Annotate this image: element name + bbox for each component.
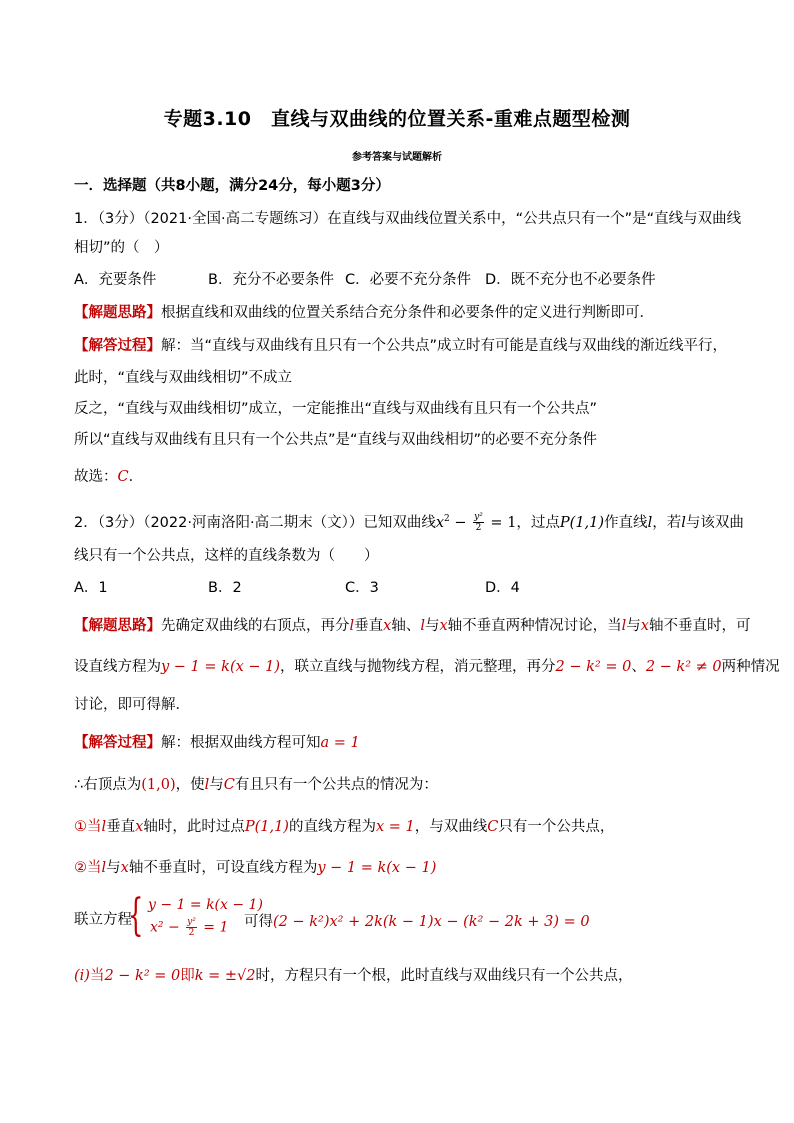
q2-process-line4 — [74, 858, 436, 878]
q2-stem-line2: 线只有一个公共点，这样的直线条数为（ ） — [74, 548, 379, 564]
q1-option-d: D．既不充分也不必要条件 — [485, 272, 656, 288]
q2-system-frac-num: y² — [187, 917, 196, 927]
q2-hint-var-x: x — [640, 618, 649, 634]
q2-system-frac-den: 2 — [188, 928, 195, 938]
q2-hint-var-x: x — [383, 618, 392, 634]
q2-process-point: (1,0) — [141, 777, 176, 793]
q2-process-text: 当 — [89, 968, 105, 984]
q2-hint-text: 轴、 — [391, 618, 421, 634]
system-brace-icon: { — [128, 890, 144, 941]
q2-hint-text: 设直线方程为 — [74, 659, 161, 675]
q2-process-text: 轴时，此时过点 — [143, 819, 245, 835]
q2-process-var-x: x — [135, 819, 144, 835]
q1-answer-suffix: ． — [128, 469, 144, 485]
q2-frac-num: y² — [474, 512, 483, 523]
q2-option-d: D．4 — [485, 580, 520, 596]
q2-system-eq2-right: = 1 — [198, 919, 229, 936]
q1-hint-text: 根据直线和双曲线的位置关系结合充分条件和必要条件的定义进行判断即可． — [161, 305, 654, 321]
q2-process-text: 有且只有一个公共点的情况为： — [234, 777, 438, 793]
q2-option-b: B．2 — [208, 580, 242, 596]
q2-process-text: 即 — [180, 968, 195, 984]
q2-process-label: 【解答过程】 — [74, 735, 161, 751]
q2-process-text: ①当 — [74, 819, 102, 835]
page-subtitle: 参考答案与试题解析 — [352, 152, 442, 163]
q2-option-c: C．3 — [345, 580, 379, 596]
q1-process-text1: 解：当“直线与双曲线有且只有一个公共点”成立时有可能是直线与双曲线的渐近线平行， — [161, 338, 728, 354]
q1-answer-letter: C — [117, 469, 129, 485]
q2-system-eq2 — [150, 917, 228, 938]
q2-system-fraction — [186, 917, 197, 938]
q2-process-equation: 2 − k² = 0 — [104, 968, 181, 984]
q2-process-var-l: l — [204, 777, 210, 793]
q2-process-line6 — [74, 966, 633, 986]
q2-hint-equation: 2 − k² ≠ 0 — [645, 659, 722, 675]
q1-answer-prefix: 故选： — [74, 469, 118, 485]
q2-process-line5-label: 联立方程 — [74, 912, 132, 928]
q2-process-equation: y − 1 = k(x − 1) — [317, 860, 437, 876]
q2-stem-text-c: 作直线 — [604, 514, 648, 531]
q2-process-text: ，与双曲线 — [414, 819, 488, 835]
q2-process-text: 的直线方程为 — [288, 819, 376, 835]
q2-hint-line2 — [74, 657, 780, 677]
q2-process-text: 只有一个公共点， — [498, 819, 615, 835]
q2-system-eq1: y − 1 = k(x − 1) — [148, 897, 263, 913]
q2-hint-var-l: l — [621, 618, 627, 634]
q2-hint-var-l: l — [349, 618, 355, 634]
q1-process-line1 — [74, 336, 727, 356]
q2-stem-text-d: ，若 — [652, 514, 682, 531]
q2-eq-rhs: = 1 — [485, 514, 517, 531]
q2-hint-text: 轴不垂直两种情况讨论，当 — [447, 618, 622, 634]
q2-frac-den: 2 — [475, 523, 482, 534]
q1-stem-line1: 1．（3分）（2021·全国·高二专题练习）在直线与双曲线位置关系中，“公共点只有一个”是“直线与双曲线 — [74, 211, 742, 227]
q1-answer — [74, 467, 143, 487]
q2-eq-minus: − — [449, 514, 472, 531]
q1-process-label: 【解答过程】 — [74, 338, 161, 354]
q2-hint-text: 两种情况 — [721, 659, 780, 675]
q2-process-var-l: l — [101, 819, 107, 835]
q2-process-text: ②当 — [74, 860, 102, 876]
q2-stem-text-e: 与该双曲 — [685, 514, 744, 531]
q2-hint-line1 — [74, 616, 750, 636]
q1-process-line3: 反之，“直线与双曲线相切”成立，一定能推出“直线与双曲线有且只有一个公共点” — [74, 401, 598, 417]
q2-process-text: ，使 — [175, 777, 205, 793]
page-title: 专题3.10 直线与双曲线的位置关系-重难点题型检测 — [163, 108, 631, 130]
q1-stem-line2: 相切”的（ ） — [74, 240, 169, 256]
q2-hint-text: 轴不垂直时，可 — [648, 618, 751, 634]
q2-system-eq2-left: x² − — [150, 919, 185, 936]
q2-process-var-c: C — [223, 777, 235, 793]
q2-process-point: P(1,1) — [244, 819, 289, 835]
q2-process-equation: a = 1 — [320, 735, 360, 751]
q2-process-text: 时，方程只有一个根，此时直线与双曲线只有一个公共点， — [255, 968, 633, 984]
q1-process-line4: 所以“直线与双曲线有且只有一个公共点”是“直线与双曲线相切”的必要不充分条件 — [74, 432, 598, 448]
q2-process-line1 — [74, 733, 360, 753]
q2-process-text: ∴右顶点为 — [74, 777, 142, 793]
q2-hint-line3: 讨论，即可得解． — [74, 697, 190, 713]
q2-hint-text: ，联立直线与抛物线方程，消元整理，再分 — [280, 659, 556, 675]
q2-var-l2: l — [681, 514, 686, 531]
q2-eq-x: x — [435, 514, 445, 531]
q2-eq-fraction — [473, 512, 484, 533]
q2-process-text: 垂直 — [106, 819, 136, 835]
q2-process-text: 轴不垂直时，可设直线方程为 — [128, 860, 318, 876]
q2-hint-var-l: l — [420, 618, 425, 634]
q2-hint-var-x: x — [439, 618, 448, 634]
q2-process-var-x: x — [120, 860, 129, 876]
q2-stem-text-b: ，过点 — [516, 514, 560, 531]
q2-hint-text: 垂直 — [354, 618, 384, 634]
q2-process-text: 与 — [209, 777, 224, 793]
q2-hint-label: 【解题思路】 — [74, 618, 161, 634]
q2-hint-text: 先确定双曲线的右顶点，再分 — [161, 618, 350, 634]
q2-hint-text: 与 — [424, 618, 440, 634]
q2-hint-text: 、 — [631, 659, 646, 675]
q2-process-line3 — [74, 817, 614, 837]
q2-process-text: 解：根据双曲线方程可知 — [161, 735, 321, 751]
q2-process-var-c: C — [487, 819, 499, 835]
q2-hint-equation: 2 − k² = 0 — [555, 659, 632, 675]
q2-stem-text-a: 2．（3分）（2022·河南洛阳·高二期末（文））已知双曲线 — [74, 514, 436, 531]
q2-process-equation: x = 1 — [375, 819, 415, 835]
q1-hint — [74, 303, 654, 323]
q2-case-label: (i) — [74, 968, 90, 984]
q2-process-var-l: l — [101, 860, 107, 876]
q2-hint-text: 与 — [626, 618, 641, 634]
q2-process-text: 可得 — [244, 914, 273, 930]
q1-hint-label: 【解题思路】 — [74, 305, 161, 321]
q2-process-line2 — [74, 775, 438, 795]
q2-process-equation: k = ±√2 — [194, 968, 256, 984]
section-heading: 一．选择题（共8小题，满分24分，每小题3分） — [74, 178, 390, 194]
q1-process-line2: 此时，“直线与双曲线相切”不成立 — [74, 370, 293, 386]
q1-option-b: B．充分不必要条件 — [208, 272, 334, 288]
q2-var-l: l — [647, 514, 653, 531]
q2-option-a: A．1 — [74, 580, 108, 596]
q2-process-equation: (2 − k²)x² + 2k(k − 1)x − (k² − 2k + 3) = 0 — [273, 914, 590, 930]
q1-option-a: A．充要条件 — [74, 272, 157, 288]
q2-stem-line1: 2．（3分）（2022·河南洛阳·高二期末（文））已知双曲线$x^2$ − $\frac{\text{y²}}{2}$ = 1，过点P(1,1)作直线l，若l与该双曲 — [74, 512, 744, 534]
q1-option-c: C．必要不充分条件 — [345, 272, 472, 288]
q2-process-text: 与 — [106, 860, 121, 876]
q2-point-p: P(1,1) — [559, 514, 605, 531]
q2-process-line5-result — [244, 912, 590, 932]
q2-hint-equation: y − 1 = k(x − 1) — [161, 659, 281, 675]
